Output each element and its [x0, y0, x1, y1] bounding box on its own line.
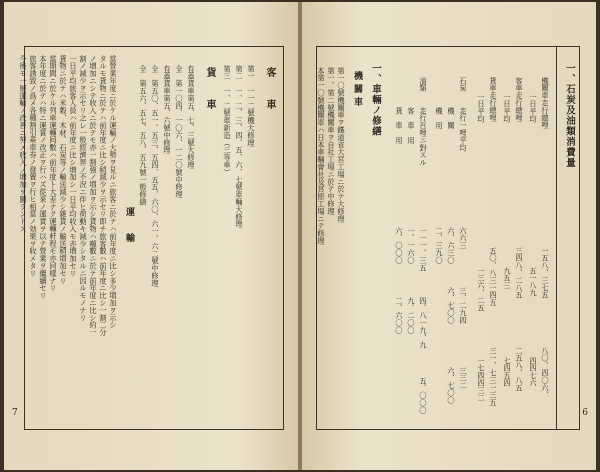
fuel-row-value: 一五八、三七五: [541, 247, 550, 299]
freight-line: 有蓋貨車第五、七、三號大修理: [187, 65, 196, 169]
left-page-frame: [19, 46, 284, 430]
transport-line: 割ノ減少ヲ示セリ之レ一般經濟界ノ不況ニ伴ヒ荷動キ減少シタルニ因ルモノナリ: [79, 55, 88, 322]
fuel-row-label: 一日平均: [529, 93, 538, 123]
repair-line: 第一、第二號機關車ヲ自社工場ニ於テ中修理: [327, 67, 336, 215]
right-page-frame: [316, 46, 580, 430]
fuel-row-value: 五〇、八三一四五: [489, 247, 498, 307]
oil-value: 一、一六〇: [407, 227, 416, 264]
repair-line: 本第一〇號機關車ハ日本車輛會社及宮原工場ニテ修理: [317, 67, 326, 245]
vehicle-subtitle: 機關車: [352, 71, 362, 110]
transport-line: 一日平均旅客人員ハ前年度ニ比シ増加シ一日平均收入モ亦増加セリ: [69, 55, 78, 277]
coal-value: 三、二九四: [459, 287, 468, 324]
freight-section-title: 貨 車: [204, 67, 215, 115]
coal-value: 三三二: [459, 367, 468, 390]
fuel-row-label: 機關車走行總哩: [541, 77, 550, 129]
transport-line: 本年度ニ於テハ特ニ運賃ノ改正ヲ行ハズ從來ノ運賃ヲ以テ營業ヲ繼續セリ: [39, 55, 48, 300]
vehicle-section-title: 一、車輛ノ修繕: [370, 63, 381, 137]
fuel-row-value: 三四八、二八五: [515, 247, 524, 299]
passenger-line: 第一 一一二號機大修理: [247, 65, 256, 147]
fuel-row-value: 八〇、四〇六、: [541, 347, 550, 399]
fuel-row-value: 二五八、八五: [515, 347, 524, 392]
transport-line: ノ増加ニシテ收入ニ於テモ亦一割強ノ増加ヲ示シ貨物ハ噸數ニ於テ前年度ニ比シ約一: [89, 55, 98, 337]
fuel-row-label: 一日平均: [477, 93, 486, 123]
oil-value: 四、八一九、九: [419, 297, 428, 349]
fuel-row-value: 一三六、二五: [477, 267, 486, 312]
column-rule: [556, 47, 557, 429]
oil-value: 六、〇〇〇: [395, 227, 404, 264]
oil-sub: 走行百哩ニ對スル: [419, 107, 428, 167]
coal-label: 石炭: [459, 77, 468, 92]
coal-label: 機 用: [435, 107, 444, 130]
fuel-row-value: 七四五四: [503, 357, 512, 387]
passenger-section-title: 客 車: [264, 67, 275, 115]
fuel-row-label: 客車走行總哩: [515, 77, 524, 122]
freight-line: 全 第一〇四、一〇六、一二〇號中修理: [175, 65, 184, 199]
passenger-line: 第二 一、二、三、四、五、六、七號車輛大修理: [235, 65, 244, 228]
coal-sub: 走行一哩平均: [459, 107, 468, 152]
freight-line: 有蓋貨車第五、六號中修理: [163, 65, 172, 154]
fuel-row-value: 四四七六: [529, 357, 538, 387]
transport-line: タルモ貨物ニ於テハ前年度ニ比シ稍減少ヲ示セリ即チ旅客數ハ前年度ニ比シ一割二分: [99, 55, 108, 337]
coal-value: 六六三: [459, 227, 468, 250]
fuel-section-title: 一、石炭及油類消費量: [564, 63, 575, 168]
fuel-row-label: 貨車走行總哩: [489, 77, 498, 122]
coal-value: 二、三九〇: [435, 227, 444, 264]
fuel-row-value: 一七四四三二: [477, 357, 486, 402]
page-number: 6: [582, 408, 588, 418]
oil-label: 客 車 用: [407, 107, 416, 144]
oil-value: 二、六〇〇: [395, 297, 404, 334]
oil-value: 五、〇〇〇: [419, 377, 428, 414]
coal-value: 六、六三〇: [447, 227, 456, 264]
fuel-row-value: 五一八九: [529, 267, 538, 297]
transport-line: 旅客誘致ノ爲メ各種割引乘車券ノ發賣ヲ行ヒ相當ノ効果ヲ收メタリ: [29, 55, 38, 277]
coal-value: 六、七〇〇: [447, 367, 456, 404]
page-number: 7: [12, 408, 18, 418]
transport-section-title: 運 輸: [124, 207, 134, 246]
oil-label: 貨 車 用: [395, 107, 404, 144]
passenger-line: 第三 一、二號車新造（三等車）: [223, 65, 232, 176]
oil-value: 一一一、三五: [419, 227, 428, 272]
freight-line: 全 第五六、五七、五八、五九號一般修繕: [139, 65, 148, 206]
transport-line: 當期間ニ於ケル列車運轉囘數ハ前年度ト大差ナク運轉粁程モ亦同樣ナリ: [49, 55, 58, 292]
open-book: [4, 2, 596, 470]
freight-line: 全 第五〇、五一、五三、五四、五五、六〇、六一、六二號中修理: [151, 65, 160, 287]
fuel-row-label: 一日平均: [503, 93, 512, 123]
transport-line: 今後モ一層運輸ノ改善ニ努メ收入ノ増加ヲ圖ラントス: [19, 55, 28, 233]
fuel-row-value: 三一、七三一三五: [489, 347, 498, 407]
coal-label: 機 關: [447, 107, 456, 130]
transport-line: 當營業年度ニ於ケル運輸ノ大勢ヲ見ルニ旅客ニ於テハ前年度ニ比シ多少増加ヲ示シ: [109, 55, 118, 329]
transport-line: 貨物ニ於テハ米穀、木材、石炭等ノ輸送減少シ雜貨ノ輸送稍増加セリ: [59, 55, 68, 285]
left-page: [4, 2, 298, 470]
right-page: [302, 2, 596, 470]
oil-value: 九、二〇〇: [407, 297, 416, 334]
fuel-row-value: 九五三: [503, 267, 512, 290]
coal-value: 六、七〇〇: [447, 287, 456, 324]
repair-line: 第一〇號機關車ヲ鐵道省大宮工場ニ於テ大修理: [337, 67, 346, 223]
oil-label: 油類: [419, 77, 428, 92]
